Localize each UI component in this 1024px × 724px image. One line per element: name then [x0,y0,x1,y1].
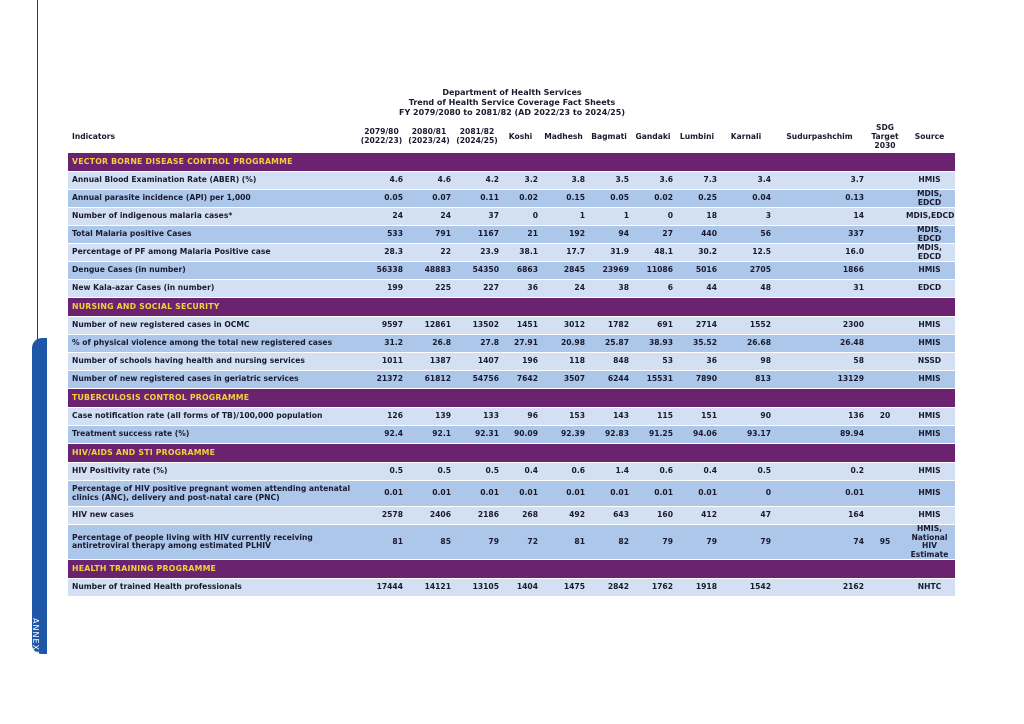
col-koshi-cell: 21 [501,226,540,244]
col-madhesh-cell: 92.39 [540,426,587,444]
col-fy-2081-82-cell: 54756 [453,371,501,389]
col-bagmati-cell: 1.4 [587,463,631,481]
col-indicators-cell: Case notification rate (all forms of TB)/100,000 population [68,408,358,426]
col-karnali-cell: 98 [719,353,773,371]
col-fy-2080-81-cell: 0.01 [405,481,453,507]
col-fy-2081-82-cell: 37 [453,208,501,226]
col-indicators-header: Indicators [72,131,116,141]
table-row [68,190,955,208]
col-fy-2081-82-cell: 79 [453,525,501,560]
col-madhesh-cell: 492 [540,507,587,525]
col-gandaki-cell: 1762 [631,579,675,597]
col-lumbini-cell: 94.06 [675,426,719,444]
col-sdg-target-cell [866,262,904,280]
col-sdg-target-cell: 95 [866,525,904,560]
col-fy-2081-82-cell: 13105 [453,579,501,597]
col-source-cell: HMIS [904,481,955,507]
col-sudurpashchim-cell: 337 [773,226,866,244]
col-fy-2079-80-cell: 0.05 [358,190,405,208]
col-gandaki-cell: 160 [631,507,675,525]
col-lumbini-cell: 412 [675,507,719,525]
col-fy-2080-81-cell: 14121 [405,579,453,597]
col-madhesh-cell: 81 [540,525,587,560]
col-indicators-cell: Number of new registered cases in geriatric services [68,371,358,389]
table-row [68,426,955,444]
col-sudurpashchim-cell: 2162 [773,579,866,597]
col-fy-2081-82-cell: 1167 [453,226,501,244]
col-karnali-cell: 0.04 [719,190,773,208]
col-fy-2080-81-cell: 48883 [405,262,453,280]
col-source-header: Source [914,131,945,141]
col-indicators-cell: Percentage of HIV positive pregnant women attending antenatal clinics (ANC), delivery and post-natal care (PNC) [68,481,358,507]
col-karnali-cell: 2705 [719,262,773,280]
col-sudurpashchim-cell: 16.0 [773,244,866,262]
col-source-cell: EDCD [904,280,955,298]
col-lumbini-cell: 5016 [675,262,719,280]
col-fy-2081-82-cell: 27.8 [453,335,501,353]
table-row [68,408,955,426]
col-sdg-target-cell [866,280,904,298]
col-madhesh-cell: 3012 [540,317,587,335]
col-karnali-cell: 26.68 [719,335,773,353]
table-row [68,335,955,353]
col-fy-2080-81-cell: 12861 [405,317,453,335]
col-indicators-cell: Annual Blood Examination Rate (ABER) (%) [68,172,358,190]
col-koshi-cell: 268 [501,507,540,525]
col-koshi-cell: 36 [501,280,540,298]
col-sudurpashchim-cell: 89.94 [773,426,866,444]
table-row [68,579,955,597]
title-line-department: Department of Health Services [442,88,582,97]
col-fy-2079-80-cell: 81 [358,525,405,560]
col-madhesh-cell: 17.7 [540,244,587,262]
col-fy-2080-81-cell: 61812 [405,371,453,389]
col-indicators-cell: Number of new registered cases in OCMC [68,317,358,335]
col-source-cell: HMIS [904,408,955,426]
col-indicators-cell: Number of trained Health professionals [68,579,358,597]
col-indicators-cell: HIV new cases [68,507,358,525]
section-header-row [68,560,955,579]
fact-sheet-table [68,119,955,597]
col-bagmati-cell: 0.05 [587,190,631,208]
col-bagmati-cell: 3.5 [587,172,631,190]
col-gandaki-cell: 115 [631,408,675,426]
col-fy-2080-81-cell: 4.6 [405,172,453,190]
col-bagmati-cell: 25.87 [587,335,631,353]
col-source-cell: NSSD [904,353,955,371]
col-madhesh-cell: 0.6 [540,463,587,481]
table-row [68,463,955,481]
col-fy-2081-82-cell: 2186 [453,507,501,525]
col-fy-2080-81-cell: 0.07 [405,190,453,208]
col-lumbini-cell: 7.3 [675,172,719,190]
col-gandaki-cell: 6 [631,280,675,298]
col-fy-2080-81-cell: 26.8 [405,335,453,353]
col-sdg-target-cell [866,226,904,244]
col-gandaki-cell: 91.25 [631,426,675,444]
col-indicators-cell: Percentage of PF among Malaria Positive case [68,244,358,262]
col-fy-2079-80-cell: 4.6 [358,172,405,190]
col-koshi-cell: 1451 [501,317,540,335]
section-title: VECTOR BORNE DISEASE CONTROL PROGRAMME [68,153,955,172]
col-karnali-cell: 56 [719,226,773,244]
section-header-row [68,298,955,317]
col-fy-2079-80-cell: 28.3 [358,244,405,262]
col-fy-2081-82-cell: 13502 [453,317,501,335]
col-source-cell: HMIS [904,426,955,444]
col-karnali-cell: 90 [719,408,773,426]
document-title [300,88,724,118]
col-lumbini-cell: 35.52 [675,335,719,353]
col-karnali-cell: 0.5 [719,463,773,481]
col-fy-2079-80-cell: 199 [358,280,405,298]
col-lumbini-cell: 440 [675,226,719,244]
col-fy-2080-81-cell: 139 [405,408,453,426]
table-row [68,317,955,335]
col-gandaki-cell: 11086 [631,262,675,280]
table-header-row [68,119,955,153]
col-fy-2079-80-cell: 17444 [358,579,405,597]
col-source-cell: HMIS, National HIV Estimate [904,525,955,560]
col-source-cell: HMIS [904,262,955,280]
col-sudurpashchim-cell: 1866 [773,262,866,280]
col-sdg-target-header: SDG Target 2030 [871,122,899,150]
col-fy-2080-81-cell: 225 [405,280,453,298]
col-madhesh-cell: 3.8 [540,172,587,190]
col-fy-2081-82-cell: 133 [453,408,501,426]
col-sdg-target-cell [866,481,904,507]
table-row [68,507,955,525]
col-gandaki-cell: 48.1 [631,244,675,262]
col-source-cell: NHTC [904,579,955,597]
col-sudurpashchim-cell: 0.2 [773,463,866,481]
col-fy-2081-82-cell: 23.9 [453,244,501,262]
col-karnali-header: Karnali [730,131,762,141]
col-koshi-header: Koshi [508,131,533,141]
col-lumbini-cell: 44 [675,280,719,298]
col-source-cell: HMIS [904,317,955,335]
col-lumbini-cell: 0.4 [675,463,719,481]
col-bagmati-cell: 643 [587,507,631,525]
table-row [68,481,955,507]
col-gandaki-cell: 3.6 [631,172,675,190]
col-sdg-target-cell: 20 [866,408,904,426]
col-sudurpashchim-cell: 0.13 [773,190,866,208]
table-row [68,262,955,280]
col-karnali-cell: 813 [719,371,773,389]
col-bagmati-header: Bagmati [591,131,627,141]
col-indicators-cell: Total Malaria positive Cases [68,226,358,244]
col-fy-2081-82-cell: 227 [453,280,501,298]
col-bagmati-cell: 1 [587,208,631,226]
col-sudurpashchim-cell: 14 [773,208,866,226]
col-bagmati-cell: 38 [587,280,631,298]
col-bagmati-cell: 0.01 [587,481,631,507]
annex-side-tab [32,338,47,654]
col-koshi-cell: 196 [501,353,540,371]
page-margin-line [37,0,38,345]
col-source-cell: HMIS [904,507,955,525]
col-fy-2079-80-cell: 1011 [358,353,405,371]
col-karnali-cell: 93.17 [719,426,773,444]
col-indicators-cell: Number of schools having health and nursing services [68,353,358,371]
col-madhesh-cell: 1 [540,208,587,226]
col-fy-2081-82-cell: 92.31 [453,426,501,444]
col-bagmati-cell: 2842 [587,579,631,597]
col-source-cell: MDIS,EDCD [904,208,955,226]
col-fy-2081-82-cell: 0.11 [453,190,501,208]
col-karnali-cell: 3 [719,208,773,226]
col-bagmati-cell: 82 [587,525,631,560]
col-fy-2080-81-header: 2080/81 (2023/24) [408,127,450,145]
col-gandaki-cell: 27 [631,226,675,244]
col-source-cell: HMIS [904,371,955,389]
col-gandaki-cell: 0.6 [631,463,675,481]
col-bagmati-cell: 94 [587,226,631,244]
col-koshi-cell: 96 [501,408,540,426]
col-madhesh-cell: 153 [540,408,587,426]
col-fy-2080-81-cell: 92.1 [405,426,453,444]
col-gandaki-cell: 38.93 [631,335,675,353]
col-fy-2079-80-cell: 0.01 [358,481,405,507]
col-sdg-target-cell [866,172,904,190]
col-bagmati-cell: 1782 [587,317,631,335]
col-gandaki-cell: 53 [631,353,675,371]
col-fy-2081-82-header: 2081/82 (2024/25) [456,127,498,145]
col-koshi-cell: 0 [501,208,540,226]
col-sdg-target-cell [866,507,904,525]
col-sudurpashchim-cell: 136 [773,408,866,426]
col-indicators-cell: Percentage of people living with HIV currently receiving antiretroviral therapy among estimated PLHIV [68,525,358,560]
col-sudurpashchim-header: Sudurpashchim [786,131,853,141]
col-source-cell: MDIS, EDCD [904,190,955,208]
col-gandaki-cell: 79 [631,525,675,560]
col-fy-2080-81-cell: 791 [405,226,453,244]
col-fy-2080-81-cell: 24 [405,208,453,226]
col-lumbini-header: Lumbini [679,131,715,141]
col-lumbini-cell: 151 [675,408,719,426]
col-fy-2079-80-cell: 9597 [358,317,405,335]
col-madhesh-header: Madhesh [544,131,583,141]
col-sdg-target-cell [866,426,904,444]
col-indicators-cell: New Kala-azar Cases (in number) [68,280,358,298]
col-lumbini-cell: 0.25 [675,190,719,208]
col-sudurpashchim-cell: 164 [773,507,866,525]
col-lumbini-cell: 1918 [675,579,719,597]
col-madhesh-cell: 192 [540,226,587,244]
table-row [68,208,955,226]
col-sdg-target-cell [866,244,904,262]
col-source-cell: MDIS, EDCD [904,226,955,244]
table-row [68,244,955,262]
col-bagmati-cell: 848 [587,353,631,371]
col-madhesh-cell: 24 [540,280,587,298]
table-row [68,525,955,560]
col-sdg-target-cell [866,579,904,597]
col-gandaki-cell: 0.02 [631,190,675,208]
col-sudurpashchim-cell: 3.7 [773,172,866,190]
col-lumbini-cell: 36 [675,353,719,371]
col-bagmati-cell: 92.83 [587,426,631,444]
col-koshi-cell: 0.01 [501,481,540,507]
col-sdg-target-cell [866,208,904,226]
col-sudurpashchim-cell: 0.01 [773,481,866,507]
col-sudurpashchim-cell: 74 [773,525,866,560]
col-gandaki-cell: 0.01 [631,481,675,507]
col-gandaki-cell: 15531 [631,371,675,389]
section-header-row [68,153,955,172]
col-lumbini-cell: 0.01 [675,481,719,507]
col-fy-2079-80-cell: 126 [358,408,405,426]
col-indicators-cell: Treatment success rate (%) [68,426,358,444]
col-fy-2079-80-cell: 0.5 [358,463,405,481]
col-madhesh-cell: 20.98 [540,335,587,353]
col-sdg-target-cell [866,371,904,389]
col-indicators-cell: Dengue Cases (in number) [68,262,358,280]
col-gandaki-header: Gandaki [635,131,671,141]
col-fy-2079-80-cell: 2578 [358,507,405,525]
table-row [68,172,955,190]
section-header-row [68,389,955,408]
section-title: NURSING AND SOCIAL SECURITY [68,298,955,317]
col-sudurpashchim-cell: 58 [773,353,866,371]
col-bagmati-cell: 23969 [587,262,631,280]
col-karnali-cell: 79 [719,525,773,560]
col-indicators-cell: HIV Positivity rate (%) [68,463,358,481]
col-sdg-target-cell [866,335,904,353]
col-madhesh-cell: 1475 [540,579,587,597]
col-karnali-cell: 1542 [719,579,773,597]
col-sudurpashchim-cell: 2300 [773,317,866,335]
title-line-fiscal-years: FY 2079/2080 to 2081/82 (AD 2022/23 to 2024/25) [399,108,625,117]
col-koshi-cell: 38.1 [501,244,540,262]
table-row [68,280,955,298]
col-sudurpashchim-cell: 26.48 [773,335,866,353]
col-lumbini-cell: 2714 [675,317,719,335]
col-fy-2079-80-cell: 92.4 [358,426,405,444]
col-sdg-target-cell [866,317,904,335]
table-row [68,353,955,371]
col-koshi-cell: 27.91 [501,335,540,353]
col-source-cell: HMIS [904,172,955,190]
col-sdg-target-cell [866,463,904,481]
col-koshi-cell: 0.4 [501,463,540,481]
col-gandaki-cell: 0 [631,208,675,226]
col-fy-2081-82-cell: 4.2 [453,172,501,190]
col-koshi-cell: 90.09 [501,426,540,444]
col-fy-2080-81-cell: 1387 [405,353,453,371]
section-header-row [68,444,955,463]
col-fy-2081-82-cell: 1407 [453,353,501,371]
col-koshi-cell: 72 [501,525,540,560]
col-fy-2079-80-cell: 31.2 [358,335,405,353]
col-karnali-cell: 0 [719,481,773,507]
col-karnali-cell: 1552 [719,317,773,335]
col-source-cell: HMIS [904,463,955,481]
table-row [68,371,955,389]
col-fy-2079-80-cell: 533 [358,226,405,244]
table-row [68,226,955,244]
col-fy-2079-80-header: 2079/80 (2022/23) [360,127,403,145]
title-line-factsheet: Trend of Health Service Coverage Fact Sheets [408,98,616,107]
col-koshi-cell: 7642 [501,371,540,389]
col-madhesh-cell: 3507 [540,371,587,389]
col-karnali-cell: 3.4 [719,172,773,190]
col-fy-2079-80-cell: 24 [358,208,405,226]
col-karnali-cell: 12.5 [719,244,773,262]
col-fy-2081-82-cell: 0.01 [453,481,501,507]
col-gandaki-cell: 691 [631,317,675,335]
col-karnali-cell: 48 [719,280,773,298]
col-madhesh-cell: 118 [540,353,587,371]
col-lumbini-cell: 79 [675,525,719,560]
col-bagmati-cell: 31.9 [587,244,631,262]
col-bagmati-cell: 143 [587,408,631,426]
col-sdg-target-cell [866,190,904,208]
col-fy-2079-80-cell: 21372 [358,371,405,389]
col-source-cell: HMIS [904,335,955,353]
section-title: TUBERCULOSIS CONTROL PROGRAMME [68,389,955,408]
col-indicators-cell: Number of indigenous malaria cases* [68,208,358,226]
col-fy-2080-81-cell: 85 [405,525,453,560]
col-lumbini-cell: 18 [675,208,719,226]
col-fy-2081-82-cell: 54350 [453,262,501,280]
col-koshi-cell: 6863 [501,262,540,280]
col-fy-2081-82-cell: 0.5 [453,463,501,481]
col-sdg-target-cell [866,353,904,371]
col-lumbini-cell: 7890 [675,371,719,389]
col-indicators-cell: % of physical violence among the total new registered cases [68,335,358,353]
section-title: HIV/AIDS AND STI PROGRAMME [68,444,955,463]
col-sudurpashchim-cell: 31 [773,280,866,298]
col-madhesh-cell: 0.15 [540,190,587,208]
col-fy-2080-81-cell: 0.5 [405,463,453,481]
section-title: HEALTH TRAINING PROGRAMME [68,560,955,579]
col-bagmati-cell: 6244 [587,371,631,389]
col-sudurpashchim-cell: 13129 [773,371,866,389]
col-fy-2079-80-cell: 56338 [358,262,405,280]
col-madhesh-cell: 0.01 [540,481,587,507]
col-lumbini-cell: 30.2 [675,244,719,262]
col-koshi-cell: 3.2 [501,172,540,190]
col-fy-2080-81-cell: 2406 [405,507,453,525]
col-koshi-cell: 1404 [501,579,540,597]
col-indicators-cell: Annual parasite incidence (API) per 1,000 [68,190,358,208]
annex-page-label: ANNEXES 331 [31,618,40,685]
col-madhesh-cell: 2845 [540,262,587,280]
col-koshi-cell: 0.02 [501,190,540,208]
col-fy-2080-81-cell: 22 [405,244,453,262]
col-karnali-cell: 47 [719,507,773,525]
col-source-cell: MDIS, EDCD [904,244,955,262]
